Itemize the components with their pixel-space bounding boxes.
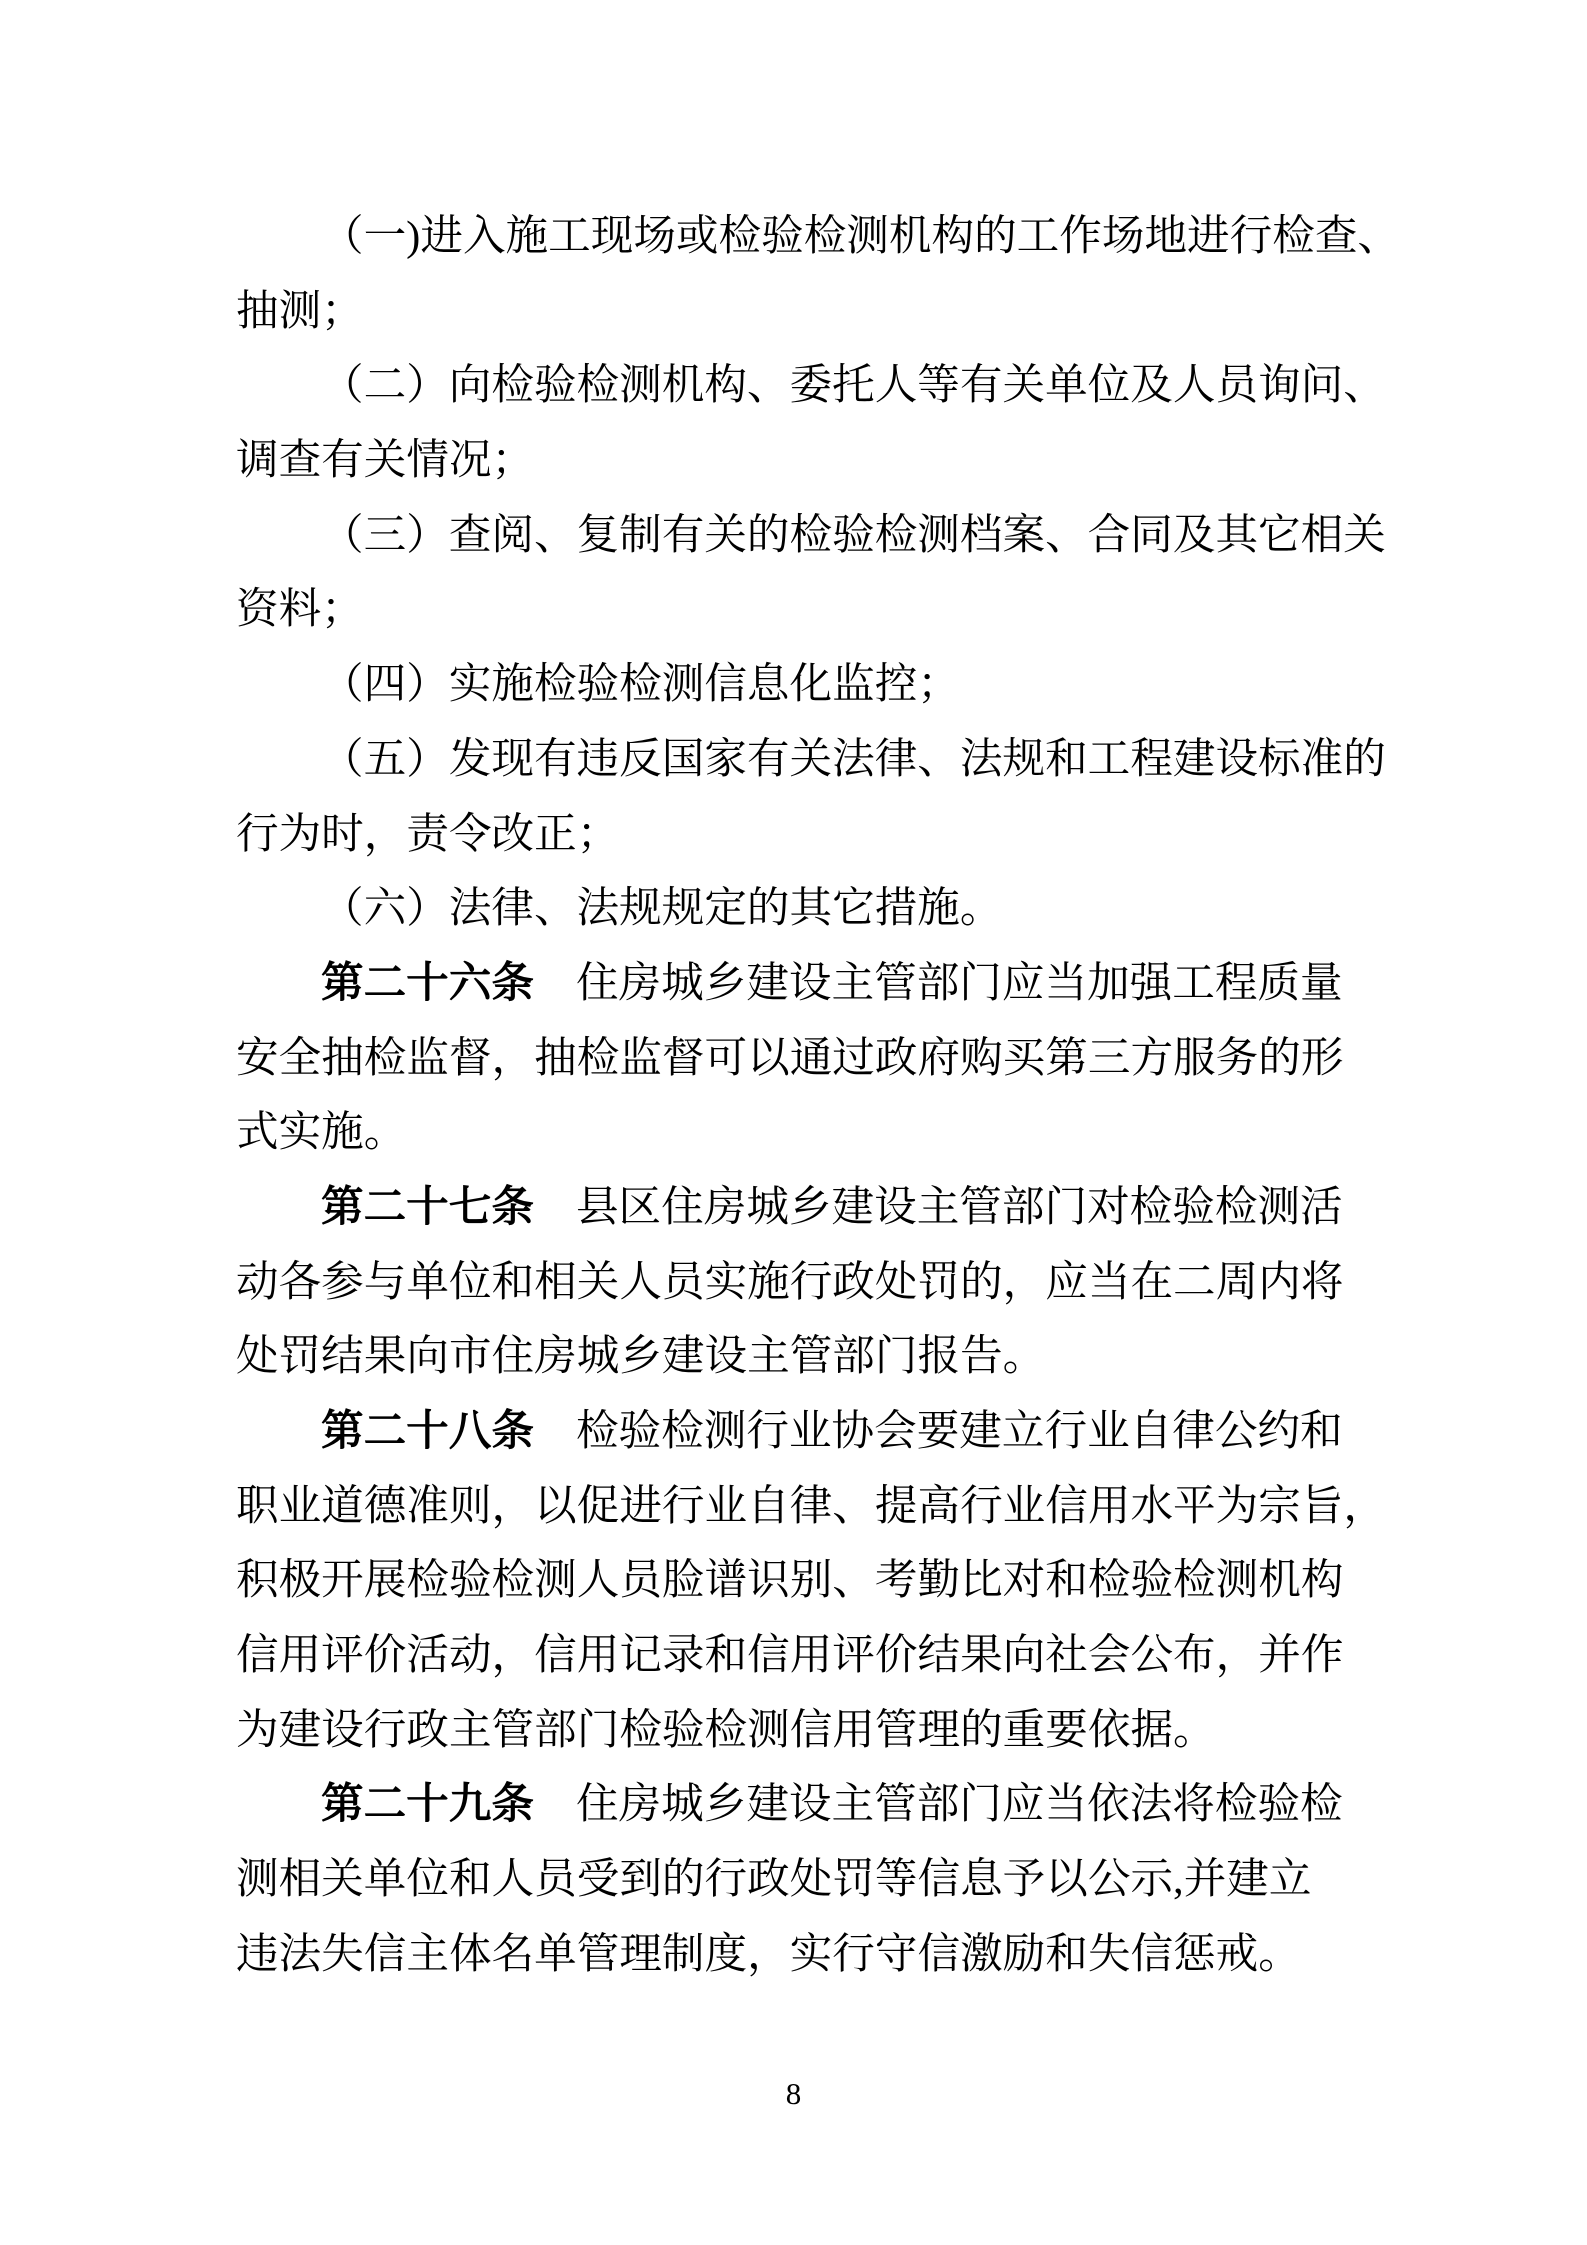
text-line (236, 1843, 1451, 1918)
line-text: 检验检测行业协会要建立行业自律公约和 (575, 1408, 1343, 1455)
text-line (236, 424, 1451, 499)
text-line (236, 1022, 1451, 1097)
article-number: 第二十七条 (321, 1183, 534, 1231)
line-text: 积极开展检验检测人员脸谱识别、考勤比对和检验检测机构 (236, 1557, 1344, 1605)
article-number: 第二十六条 (321, 959, 534, 1007)
line-text: 动各参与单位和相关人员实施行政处罚的，应当在二周内将 (236, 1258, 1344, 1306)
line-text: 安全抽检监督，抽检监督可以通过政府购买第三方服务的形 (236, 1034, 1344, 1082)
page-number: 8 (785, 2076, 802, 2111)
line-text: 信用评价活动，信用记录和信用评价结果向社会公布，并作 (236, 1632, 1344, 1680)
text-line (236, 349, 1451, 424)
text-line (236, 723, 1451, 798)
text-line (236, 275, 1451, 350)
line-text: 抽测； (236, 287, 364, 335)
line-text: （一)进入施工现场或检验检测机构的工作场地进行检查、 (321, 213, 1401, 260)
text-line (236, 1544, 1451, 1619)
text-line (236, 798, 1451, 873)
line-text: （六）法律、法规规定的其它措施。 (321, 885, 1003, 933)
line-text: （四）实施检验检测信息化监控； (321, 661, 960, 709)
line-text: （二）向检验检测机构、委托人等有关单位及人员询问、 (321, 362, 1386, 410)
text-block (236, 200, 1451, 1993)
text-line (236, 1395, 1451, 1470)
line-text: 式实施。 (236, 1109, 407, 1157)
text-line (236, 1918, 1451, 1993)
text-line (236, 200, 1451, 275)
text-line (236, 872, 1451, 947)
text-line (236, 648, 1451, 723)
line-text: 资料； (236, 586, 364, 634)
line-text: （五）发现有违反国家有关法律、法规和工程建设标准的 (321, 735, 1386, 783)
line-text: 测相关单位和人员受到的行政处罚等信息予以公示,并建立 (236, 1856, 1312, 1904)
line-text: 职业道德准则，以促进行业自律、提高行业信用水平为宗旨， (236, 1482, 1387, 1530)
line-text: 住房城乡建设主管部门应当依法将检验检 (575, 1781, 1343, 1829)
text-line (236, 1171, 1451, 1246)
text-line (236, 1470, 1451, 1545)
text-line (236, 947, 1451, 1022)
line-text: 县区住房城乡建设主管部门对检验检测活 (575, 1183, 1343, 1231)
text-line (236, 1096, 1451, 1171)
line-text: 行为时，责令改正； (236, 810, 620, 858)
article-number: 第二十八条 (321, 1408, 534, 1455)
text-line (236, 1246, 1451, 1321)
text-line (236, 499, 1451, 574)
text-line (236, 1619, 1451, 1694)
text-line (236, 1694, 1451, 1769)
line-text: 违法失信主体名单管理制度，实行守信激励和失信惩戒。 (236, 1930, 1301, 1978)
line-text: 处罚结果向市住房城乡建设主管部门报告。 (236, 1333, 1046, 1381)
text-line (236, 1320, 1451, 1395)
article-number: 第二十九条 (321, 1781, 534, 1829)
text-line (236, 1768, 1451, 1843)
text-line (236, 573, 1451, 648)
line-text: 住房城乡建设主管部门应当加强工程质量 (575, 959, 1343, 1007)
line-text: （三）查阅、复制有关的检验检测档案、合同及其它相关 (321, 511, 1386, 559)
line-text: 调查有关情况； (236, 437, 535, 485)
line-text: 为建设行政主管部门检验检测信用管理的重要依据。 (236, 1706, 1216, 1754)
